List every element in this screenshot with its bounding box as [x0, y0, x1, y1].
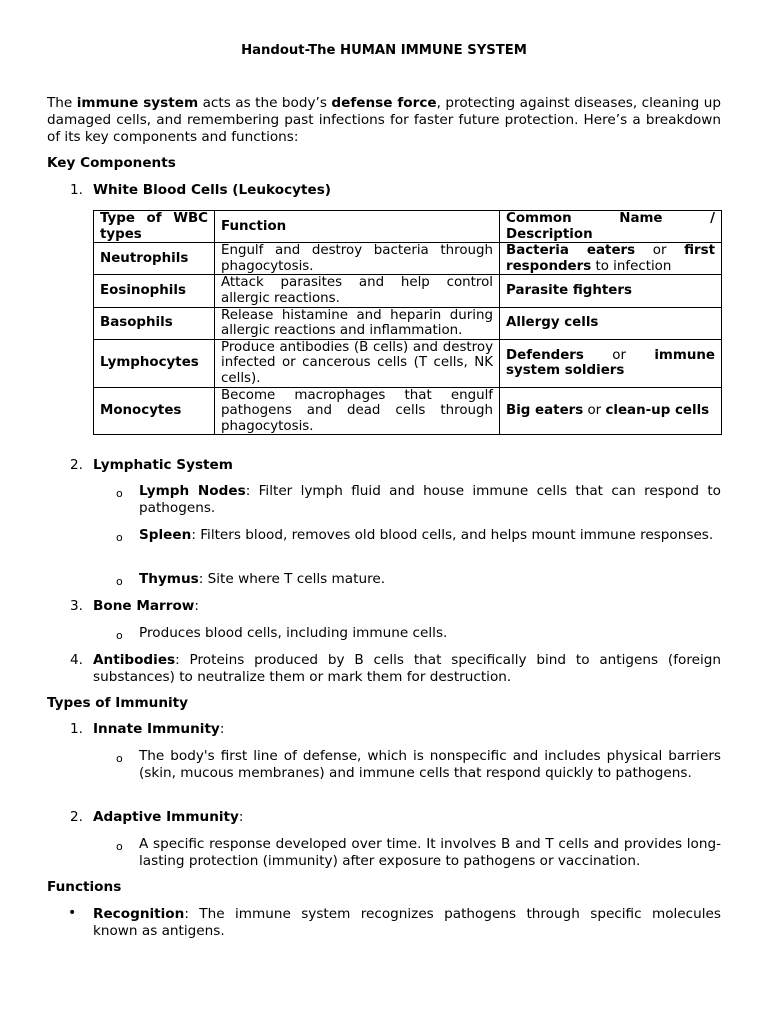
list-item: The body's first line of defense, which is nonspecific and includes physical barriers (skin, mucous membranes) and immune cells that respond quickly to pathogens.: [139, 748, 721, 781]
innate-immunity-heading: Innate Immunity:: [93, 721, 225, 737]
page-title: Handout-The HUMAN IMMUNE SYSTEM: [241, 43, 527, 58]
table-header-cell: Common Name / Description: [500, 211, 722, 243]
table-cell-type: Eosinophils: [94, 275, 215, 307]
list-item: Thymus: Site where T cells mature.: [139, 571, 386, 587]
bone-marrow-heading: Bone Marrow:: [93, 598, 199, 614]
table-header-cell: Type of WBC types: [94, 211, 215, 243]
table-cell-name: Parasite fighters: [500, 275, 722, 307]
table-cell-function: Release histamine and heparin during allergic reactions and inflammation.: [215, 307, 500, 339]
list-number: 3.: [70, 598, 83, 614]
circle-bullet-icon: o: [116, 531, 123, 544]
circle-bullet-icon: o: [116, 840, 123, 853]
table-cell-function: Engulf and destroy bacteria through phagocytosis.: [215, 243, 500, 275]
wbc-heading: White Blood Cells (Leukocytes): [93, 182, 332, 198]
list-number: 2.: [70, 809, 83, 825]
functions-heading: Functions: [47, 879, 122, 895]
table-cell-type: Lymphocytes: [94, 339, 215, 387]
table-cell-function: Produce antibodies (B cells) and destroy infected or cancerous cells (T cells, NK cells).: [215, 339, 500, 387]
table-row: [94, 243, 722, 275]
list-number: 2.: [70, 457, 83, 473]
list-number: 4.: [70, 652, 83, 668]
table-cell-function: Attack parasites and help control allergic reactions.: [215, 275, 500, 307]
circle-bullet-icon: o: [116, 575, 123, 588]
table-cell-type: Neutrophils: [94, 243, 215, 275]
circle-bullet-icon: o: [116, 487, 123, 500]
list-number: 1.: [70, 182, 83, 198]
list-number: 1.: [70, 721, 83, 737]
key-components-heading: Key Components: [47, 155, 176, 171]
lymphatic-heading: Lymphatic System: [93, 457, 233, 473]
table-cell-name: Bacteria eaters or first responders to infection: [500, 243, 722, 275]
list-item: Spleen: Filters blood, removes old blood cells, and helps mount immune responses.: [139, 527, 714, 543]
table-cell-type: Monocytes: [94, 387, 215, 435]
list-item: Lymph Nodes: Filter lymph fluid and house immune cells that can respond to pathogens.: [139, 483, 721, 516]
table-cell-name: Allergy cells: [500, 307, 722, 339]
table-header-cell: Function: [215, 211, 500, 243]
intro-paragraph: The immune system acts as the body’s defense force, protecting against diseases, cleaning up damaged cells, and remembering past infections for faster future protection. Here’s a breakdown of its key components and functions:: [47, 95, 721, 145]
adaptive-immunity-heading: Adaptive Immunity:: [93, 809, 244, 825]
bullet-icon: •: [68, 905, 77, 921]
table-cell-name: Big eaters or clean-up cells: [500, 387, 722, 435]
list-item: A specific response developed over time. It involves B and T cells and provides long-lasting protection (immunity) after exposure to pathogens or vaccination.: [139, 836, 721, 869]
wbc-table: [93, 210, 722, 435]
types-of-immunity-heading: Types of Immunity: [47, 695, 189, 711]
list-item: Produces blood cells, including immune cells.: [139, 625, 448, 641]
table-header-row: [94, 211, 722, 243]
table-cell-name: Defenders or immune system soldiers: [500, 339, 722, 387]
table-cell-type: Basophils: [94, 307, 215, 339]
table-row: [94, 307, 722, 339]
list-item: Recognition: The immune system recognizes pathogens through specific molecules known as antigens.: [93, 906, 721, 939]
table-row: [94, 387, 722, 435]
circle-bullet-icon: o: [116, 752, 123, 765]
table-row: [94, 339, 722, 387]
table-row: [94, 275, 722, 307]
antibodies-item: Antibodies: Proteins produced by B cells that specifically bind to antigens (foreign substances) to neutralize them or mark them for destruction.: [93, 652, 721, 685]
table-cell-function: Become macrophages that engulf pathogens and dead cells through phagocytosis.: [215, 387, 500, 435]
circle-bullet-icon: o: [116, 629, 123, 642]
